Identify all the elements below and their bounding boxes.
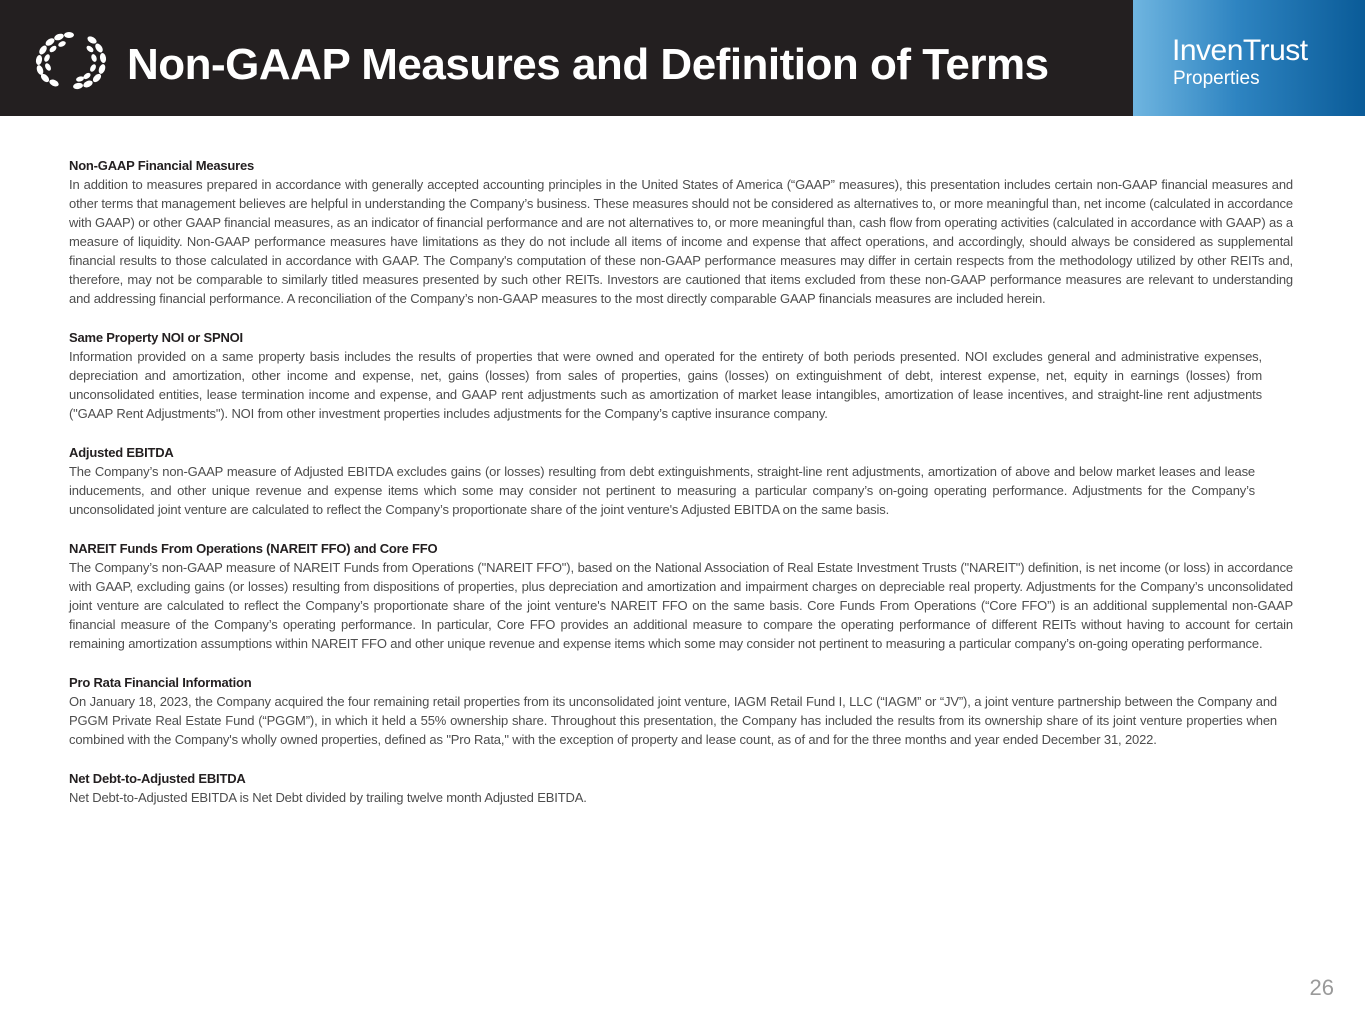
definitions-content: [69, 156, 1293, 827]
section-body: The Company’s non-GAAP measure of Adjusted EBITDA excludes gains (or losses) resulting from debt extinguishments, straight-line rent adjustments, amortization of above and below market leases and lease inducements, and other unique revenue and expense items which some may consider not pertinent to measuring a particular company’s on-going operating performance. Adjustments for the Company’s unconsolidated joint venture are calculated to reflect the Company’s proportionate share of the joint venture's Adjusted EBITDA on the same basis.: [69, 464, 1255, 517]
section-heading: Adjusted EBITDA: [69, 445, 174, 460]
section-heading: Net Debt-to-Adjusted EBITDA: [69, 771, 246, 786]
section-heading: NAREIT Funds From Operations (NAREIT FFO) and Core FFO: [69, 541, 438, 556]
section-body: In addition to measures prepared in accordance with generally accepted accounting principles in the United States of America (“GAAP” measures), this presentation includes certain non-GAAP financial measures and other terms that management believes are helpful in understanding the Company’s business. These measures should not be considered as alternatives to, or more meaningful than, net income (calculated in accordance with GAAP) or other GAAP financial measures, as an indicator of financial performance and are not alternatives to, or more meaningful than, cash flow from operating activities (calculated in accordance with GAAP) as a measure of liquidity. Non-GAAP performance measures have limitations as they do not include all items of income and expense that affect operations, and accordingly, should always be considered as supplemental financial results to those calculated in accordance with GAAP. The Company's computation of these non-GAAP performance measures may differ in certain respects from the methodology utilized by other REITs and, therefore, may not be comparable to similarly titled measures presented by such other REITs. Investors are cautioned that items excluded from these non-GAAP performance measures are relevant to understanding and addressing financial performance. A reconciliation of the Company’s non-GAAP measures to the most directly comparable GAAP financials measures are included herein.: [69, 177, 1293, 306]
section-body: Net Debt-to-Adjusted EBITDA is Net Debt divided by trailing twelve month Adjusted EBITDA.: [69, 790, 587, 805]
brand-name: InvenTrust: [1172, 34, 1308, 67]
section-adjusted-ebitda: [69, 443, 1293, 519]
section-nareit-ffo: [69, 539, 1293, 653]
section-body: Information provided on a same property basis includes the results of properties that were owned and operated for the entirety of both periods presented. NOI excludes general and administrative expenses, depreciation and amortization, other income and expense, net, gains (losses) from sales of properties, gains (losses) on extinguishment of debt, interest expense, net, equity in earnings (losses) from unconsolidated entities, lease termination income and expense, and GAAP rent adjustments such as amortization of market lease intangibles, amortization of lease incentives, and straight-line rent adjustments ("GAAP Rent Adjustments"). NOI from other investment properties includes adjustments for the Company’s captive insurance company.: [69, 349, 1262, 421]
section-body: The Company’s non-GAAP measure of NAREIT Funds from Operations ("NAREIT FFO"), based on the National Association of Real Estate Investment Trusts ("NAREIT") definition, is net income (or loss) in accordance with GAAP, excluding gains (or losses) resulting from dispositions of properties, plus depreciation and amortization and impairment charges on depreciable real property. Adjustments for the Company’s unconsolidated joint venture are calculated to reflect the Company’s proportionate share of the joint venture's NAREIT FFO on the same basis. Core Funds From Operations (“Core FFO”) is an additional supplemental non-GAAP financial measure of the Company’s operating performance. In particular, Core FFO provides an additional measure to compare the operating performance of different REITs without having to account for certain remaining amortization assumptions within NAREIT FFO and other unique revenue and expense items which some may consider not pertinent to measuring a particular company’s on-going operating performance.: [69, 560, 1293, 651]
section-net-debt-to-adjusted-ebitda: [69, 769, 1293, 807]
brand-subtitle: Properties: [1173, 68, 1260, 89]
section-heading: Non-GAAP Financial Measures: [69, 158, 255, 173]
header-bar: [0, 0, 1365, 116]
inventrust-globe-logo-icon: [32, 30, 110, 90]
section-non-gaap-financial-measures: [69, 156, 1293, 308]
section-body: On January 18, 2023, the Company acquired the four remaining retail properties from its unconsolidated joint venture, IAGM Retail Fund I, LLC (“IAGM” or “JV”), a joint venture partnership between the Company and PGGM Private Real Estate Fund (“PGGM”), in which it held a 55% ownership share. Throughout this presentation, the Company has included the results from its ownership share of its joint venture properties when combined with the Company's wholly owned properties, defined as "Pro Rata," with the exception of property and lease count, as of and for the three months and year ended December 31, 2022.: [69, 694, 1277, 747]
section-same-property-noi: [69, 328, 1293, 423]
page-number: 26: [1309, 975, 1334, 1000]
section-pro-rata-financial-information: [69, 673, 1293, 749]
section-heading: Pro Rata Financial Information: [69, 675, 252, 690]
section-heading: Same Property NOI or SPNOI: [69, 330, 243, 345]
page-title: Non-GAAP Measures and Definition of Terms: [127, 40, 1049, 89]
brand-logo-panel: [1133, 0, 1365, 116]
